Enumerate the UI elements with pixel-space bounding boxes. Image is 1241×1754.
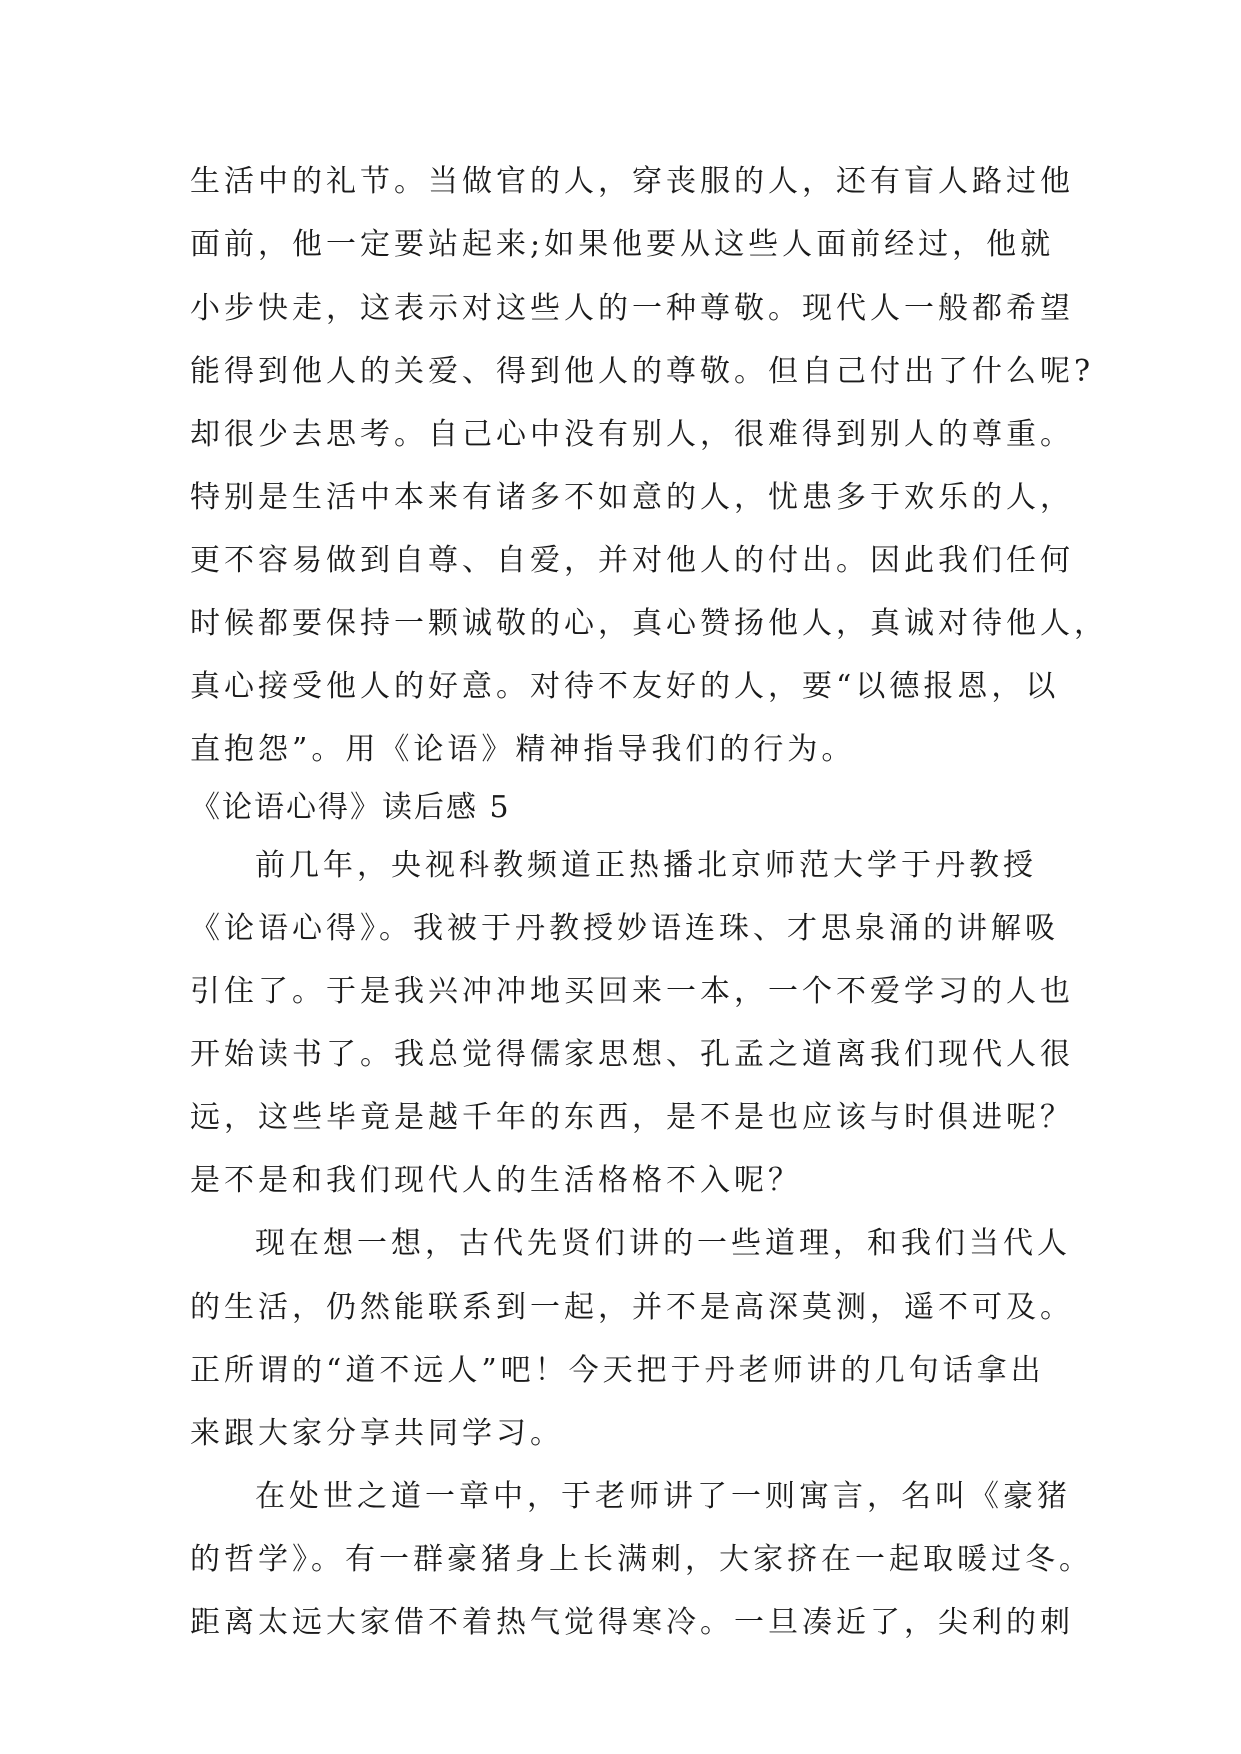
text-line: 面前，他一定要站起来;如果他要从这些人面前经过，他就 [190,227,1055,262]
paragraph-first-line: 在处世之道一章中，于老师讲了一则寓言，名叫《豪猪 [255,1479,1071,1514]
text-line: 时候都要保持一颗诚敬的心，真心赞扬他人，真诚对待他人， [190,606,1108,641]
text-line: 正所谓的“道不远人”吧！今天把于丹老师讲的几句话拿出 [190,1353,1045,1388]
text-line: 的生活，仍然能联系到一起，并不是高深莫测，遥不可及。 [190,1290,1074,1325]
text-line: 更不容易做到自尊、自爱，并对他人的付出。因此我们任何 [190,543,1074,578]
section-heading: 《论语心得》读后感 5 [190,790,511,825]
text-line: 《论语心得》。我被于丹教授妙语连珠、才思泉涌的讲解吸 [190,911,1059,946]
text-line: 直抱怨”。用《论语》精神指导我们的行为。 [190,732,856,767]
text-line: 远，这些毕竟是越千年的东西，是不是也应该与时俱进呢？ [190,1100,1074,1135]
text-line: 真心接受他人的好意。对待不友好的人，要“以德报恩，以 [190,669,1060,704]
text-line: 引住了。于是我兴冲冲地买回来一本，一个不爱学习的人也 [190,974,1074,1009]
text-line: 是不是和我们现代人的生活格格不入呢？ [190,1163,802,1198]
text-line: 却很少去思考。自己心中没有别人，很难得到别人的尊重。 [190,417,1074,452]
text-line: 开始读书了。我总觉得儒家思想、孔孟之道离我们现代人很 [190,1037,1074,1072]
text-line: 能得到他人的关爱、得到他人的尊敬。但自己付出了什么呢? [190,354,1095,389]
text-line: 特别是生活中本来有诸多不如意的人，忧患多于欢乐的人， [190,480,1074,515]
text-line: 的哲学》。有一群豪猪身上长满刺，大家挤在一起取暖过冬。 [190,1542,1093,1577]
text-line: 小步快走，这表示对这些人的一种尊敬。现代人一般都希望 [190,291,1074,326]
text-line: 来跟大家分享共同学习。 [190,1416,564,1451]
text-line: 距离太远大家借不着热气觉得寒冷。一旦凑近了，尖利的刺 [190,1605,1074,1640]
paragraph-first-line: 现在想一想，古代先贤们讲的一些道理，和我们当代人 [255,1226,1071,1261]
paragraph-first-line: 前几年，央视科教频道正热播北京师范大学于丹教授 [255,848,1037,883]
text-line: 生活中的礼节。当做官的人，穿丧服的人，还有盲人路过他 [190,164,1074,199]
